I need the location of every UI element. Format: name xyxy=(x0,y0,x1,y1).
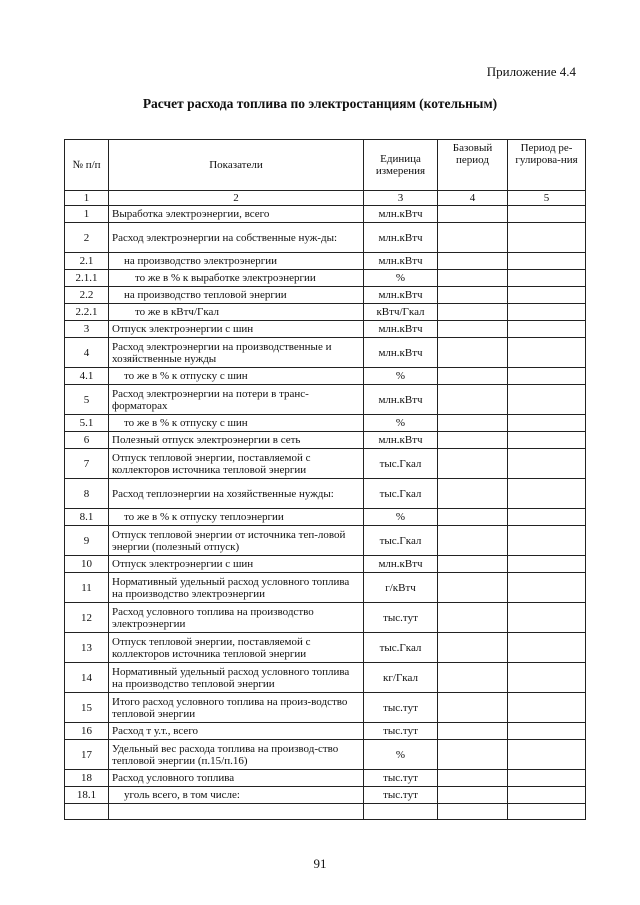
table-row xyxy=(65,321,586,338)
table-row xyxy=(65,449,586,479)
row-regulation-period-cell xyxy=(508,770,586,787)
row-indicator: Отпуск тепловой энергии, поставляемой с коллекторов источника тепловой энергии xyxy=(109,633,364,663)
table-body xyxy=(65,206,586,820)
row-indicator: Отпуск тепловой энергии, поставляемой с коллекторов источника тепловой энергии xyxy=(109,449,364,479)
row-regulation-period-cell xyxy=(508,321,586,338)
row-unit: млн.кВтч xyxy=(364,223,438,253)
row-unit: тыс.Гкал xyxy=(364,633,438,663)
table-row xyxy=(65,770,586,787)
column-number: 1 xyxy=(65,191,109,206)
row-indicator: на производство электроэнергии xyxy=(109,253,364,270)
row-number: 5 xyxy=(65,385,109,415)
table-row xyxy=(65,253,586,270)
row-number: 8.1 xyxy=(65,509,109,526)
table-row xyxy=(65,479,586,509)
row-unit: % xyxy=(364,509,438,526)
row-unit: кВтч/Гкал xyxy=(364,304,438,321)
row-unit: млн.кВтч xyxy=(364,287,438,304)
row-unit: кг/Гкал xyxy=(364,663,438,693)
row-regulation-period-cell xyxy=(508,509,586,526)
row-indicator xyxy=(109,804,364,820)
table-row xyxy=(65,804,586,820)
row-regulation-period-cell xyxy=(508,723,586,740)
row-indicator: то же в % к отпуску с шин xyxy=(109,368,364,385)
row-unit: млн.кВтч xyxy=(364,556,438,573)
table-row xyxy=(65,787,586,804)
table-row xyxy=(65,432,586,449)
row-indicator: Итого расход условного топлива на произ-водство тепловой энергии xyxy=(109,693,364,723)
row-indicator: уголь всего, в том числе: xyxy=(109,787,364,804)
row-indicator: Расход условного топлива на производство электроэнергии xyxy=(109,603,364,633)
row-regulation-period-cell xyxy=(508,556,586,573)
row-base-period-cell xyxy=(438,432,508,449)
row-unit: % xyxy=(364,270,438,287)
row-base-period-cell xyxy=(438,526,508,556)
row-indicator: Нормативный удельный расход условного топлива на производство электроэнергии xyxy=(109,573,364,603)
table-row xyxy=(65,223,586,253)
row-number: 12 xyxy=(65,603,109,633)
row-regulation-period-cell xyxy=(508,338,586,368)
row-regulation-period-cell xyxy=(508,603,586,633)
row-regulation-period-cell xyxy=(508,206,586,223)
row-unit: тыс.тут xyxy=(364,693,438,723)
row-regulation-period-cell xyxy=(508,693,586,723)
row-indicator: то же в кВтч/Гкал xyxy=(109,304,364,321)
row-number: 10 xyxy=(65,556,109,573)
table-row xyxy=(65,573,586,603)
row-base-period-cell xyxy=(438,603,508,633)
row-number: 3 xyxy=(65,321,109,338)
table-row xyxy=(65,603,586,633)
row-indicator: то же в % к отпуску с шин xyxy=(109,415,364,432)
row-base-period-cell xyxy=(438,693,508,723)
row-number: 2 xyxy=(65,223,109,253)
row-regulation-period-cell xyxy=(508,633,586,663)
table-row xyxy=(65,693,586,723)
row-unit: тыс.тут xyxy=(364,603,438,633)
table-row xyxy=(65,270,586,287)
row-base-period-cell xyxy=(438,787,508,804)
row-base-period-cell xyxy=(438,573,508,603)
row-number: 8 xyxy=(65,479,109,509)
table-row xyxy=(65,304,586,321)
row-base-period-cell xyxy=(438,338,508,368)
row-regulation-period-cell xyxy=(508,287,586,304)
row-base-period-cell xyxy=(438,556,508,573)
fuel-consumption-table xyxy=(64,139,586,820)
row-indicator: Отпуск электроэнергии с шин xyxy=(109,321,364,338)
row-base-period-cell xyxy=(438,740,508,770)
row-number: 4 xyxy=(65,338,109,368)
row-base-period-cell xyxy=(438,270,508,287)
row-regulation-period-cell xyxy=(508,804,586,820)
row-indicator: Расход электроэнергии на собственные нуж-ды: xyxy=(109,223,364,253)
row-unit: млн.кВтч xyxy=(364,321,438,338)
row-base-period-cell xyxy=(438,304,508,321)
row-unit: % xyxy=(364,740,438,770)
row-number: 18.1 xyxy=(65,787,109,804)
row-base-period-cell xyxy=(438,368,508,385)
row-base-period-cell xyxy=(438,287,508,304)
row-number: 6 xyxy=(65,432,109,449)
table-row xyxy=(65,385,586,415)
row-regulation-period-cell xyxy=(508,270,586,287)
row-number: 4.1 xyxy=(65,368,109,385)
row-regulation-period-cell xyxy=(508,368,586,385)
column-number: 4 xyxy=(438,191,508,206)
header-num: № п/п xyxy=(65,140,109,191)
row-indicator: на производство тепловой энергии xyxy=(109,287,364,304)
table-header-row xyxy=(65,140,586,191)
row-base-period-cell xyxy=(438,479,508,509)
row-regulation-period-cell xyxy=(508,573,586,603)
row-unit: тыс.Гкал xyxy=(364,526,438,556)
row-unit: млн.кВтч xyxy=(364,338,438,368)
table-row xyxy=(65,415,586,432)
row-base-period-cell xyxy=(438,385,508,415)
header-unit: Единица измерения xyxy=(364,140,438,191)
table-row xyxy=(65,526,586,556)
row-unit: млн.кВтч xyxy=(364,253,438,270)
row-unit: млн.кВтч xyxy=(364,206,438,223)
row-regulation-period-cell xyxy=(508,449,586,479)
row-unit: г/кВтч xyxy=(364,573,438,603)
row-regulation-period-cell xyxy=(508,223,586,253)
row-base-period-cell xyxy=(438,723,508,740)
row-regulation-period-cell xyxy=(508,385,586,415)
column-number-row xyxy=(65,191,586,206)
row-base-period-cell xyxy=(438,663,508,693)
row-indicator: Выработка электроэнергии, всего xyxy=(109,206,364,223)
row-unit: тыс.Гкал xyxy=(364,479,438,509)
appendix-label: Приложение 4.4 xyxy=(486,64,576,79)
row-number: 14 xyxy=(65,663,109,693)
row-unit: тыс.тут xyxy=(364,723,438,740)
row-number: 2.1.1 xyxy=(65,270,109,287)
row-number: 17 xyxy=(65,740,109,770)
column-number: 2 xyxy=(109,191,364,206)
row-number xyxy=(65,804,109,820)
row-number: 11 xyxy=(65,573,109,603)
row-indicator: Расход т у.т., всего xyxy=(109,723,364,740)
row-regulation-period-cell xyxy=(508,787,586,804)
row-base-period-cell xyxy=(438,633,508,663)
table-row xyxy=(65,556,586,573)
row-regulation-period-cell xyxy=(508,479,586,509)
row-number: 2.2 xyxy=(65,287,109,304)
row-indicator: Отпуск электроэнергии с шин xyxy=(109,556,364,573)
row-number: 16 xyxy=(65,723,109,740)
row-indicator: Отпуск тепловой энергии от источника теп-ловой энергии (полезный отпуск) xyxy=(109,526,364,556)
row-unit: тыс.тут xyxy=(364,770,438,787)
row-number: 1 xyxy=(65,206,109,223)
row-regulation-period-cell xyxy=(508,740,586,770)
row-unit: тыс.Гкал xyxy=(364,449,438,479)
row-number: 2.1 xyxy=(65,253,109,270)
table-row xyxy=(65,723,586,740)
row-number: 15 xyxy=(65,693,109,723)
table-row xyxy=(65,633,586,663)
row-base-period-cell xyxy=(438,415,508,432)
header-base-period: Базовый период xyxy=(438,140,508,191)
row-unit: % xyxy=(364,415,438,432)
row-indicator: Нормативный удельный расход условного топлива на производство тепловой энергии xyxy=(109,663,364,693)
row-regulation-period-cell xyxy=(508,432,586,449)
row-number: 5.1 xyxy=(65,415,109,432)
row-base-period-cell xyxy=(438,206,508,223)
page-number: 91 xyxy=(313,856,327,871)
row-unit: млн.кВтч xyxy=(364,385,438,415)
row-indicator: Расход электроэнергии на потери в транс-форматорах xyxy=(109,385,364,415)
row-number: 18 xyxy=(65,770,109,787)
row-regulation-period-cell xyxy=(508,526,586,556)
table-row xyxy=(65,663,586,693)
row-regulation-period-cell xyxy=(508,415,586,432)
row-base-period-cell xyxy=(438,253,508,270)
row-base-period-cell xyxy=(438,804,508,820)
row-base-period-cell xyxy=(438,449,508,479)
column-number: 5 xyxy=(508,191,586,206)
row-number: 13 xyxy=(65,633,109,663)
row-indicator: Расход электроэнергии на производственные и хозяйственные нужды xyxy=(109,338,364,368)
row-regulation-period-cell xyxy=(508,304,586,321)
row-base-period-cell xyxy=(438,509,508,526)
table-row xyxy=(65,338,586,368)
row-indicator: то же в % к выработке электроэнергии xyxy=(109,270,364,287)
row-regulation-period-cell xyxy=(508,253,586,270)
header-regulation-period: Период ре-гулирова-ния xyxy=(508,140,586,191)
column-number: 3 xyxy=(364,191,438,206)
row-unit: % xyxy=(364,368,438,385)
table-row xyxy=(65,287,586,304)
page-title: Расчет расхода топлива по электростанциям (котельным) xyxy=(142,96,498,111)
row-number: 9 xyxy=(65,526,109,556)
table-row xyxy=(65,509,586,526)
row-indicator: Полезный отпуск электроэнергии в сеть xyxy=(109,432,364,449)
row-base-period-cell xyxy=(438,321,508,338)
row-number: 2.2.1 xyxy=(65,304,109,321)
row-unit: млн.кВтч xyxy=(364,432,438,449)
row-indicator: Удельный вес расхода топлива на производ-ство тепловой энергии (п.15/п.16) xyxy=(109,740,364,770)
row-number: 7 xyxy=(65,449,109,479)
row-indicator: Расход условного топлива xyxy=(109,770,364,787)
row-regulation-period-cell xyxy=(508,663,586,693)
row-unit xyxy=(364,804,438,820)
row-indicator: то же в % к отпуску теплоэнергии xyxy=(109,509,364,526)
row-indicator: Расход теплоэнергии на хозяйственные нужды: xyxy=(109,479,364,509)
row-base-period-cell xyxy=(438,770,508,787)
row-base-period-cell xyxy=(438,223,508,253)
header-indicator: Показатели xyxy=(109,140,364,191)
table-row xyxy=(65,740,586,770)
table-row xyxy=(65,206,586,223)
table-row xyxy=(65,368,586,385)
row-unit: тыс.тут xyxy=(364,787,438,804)
